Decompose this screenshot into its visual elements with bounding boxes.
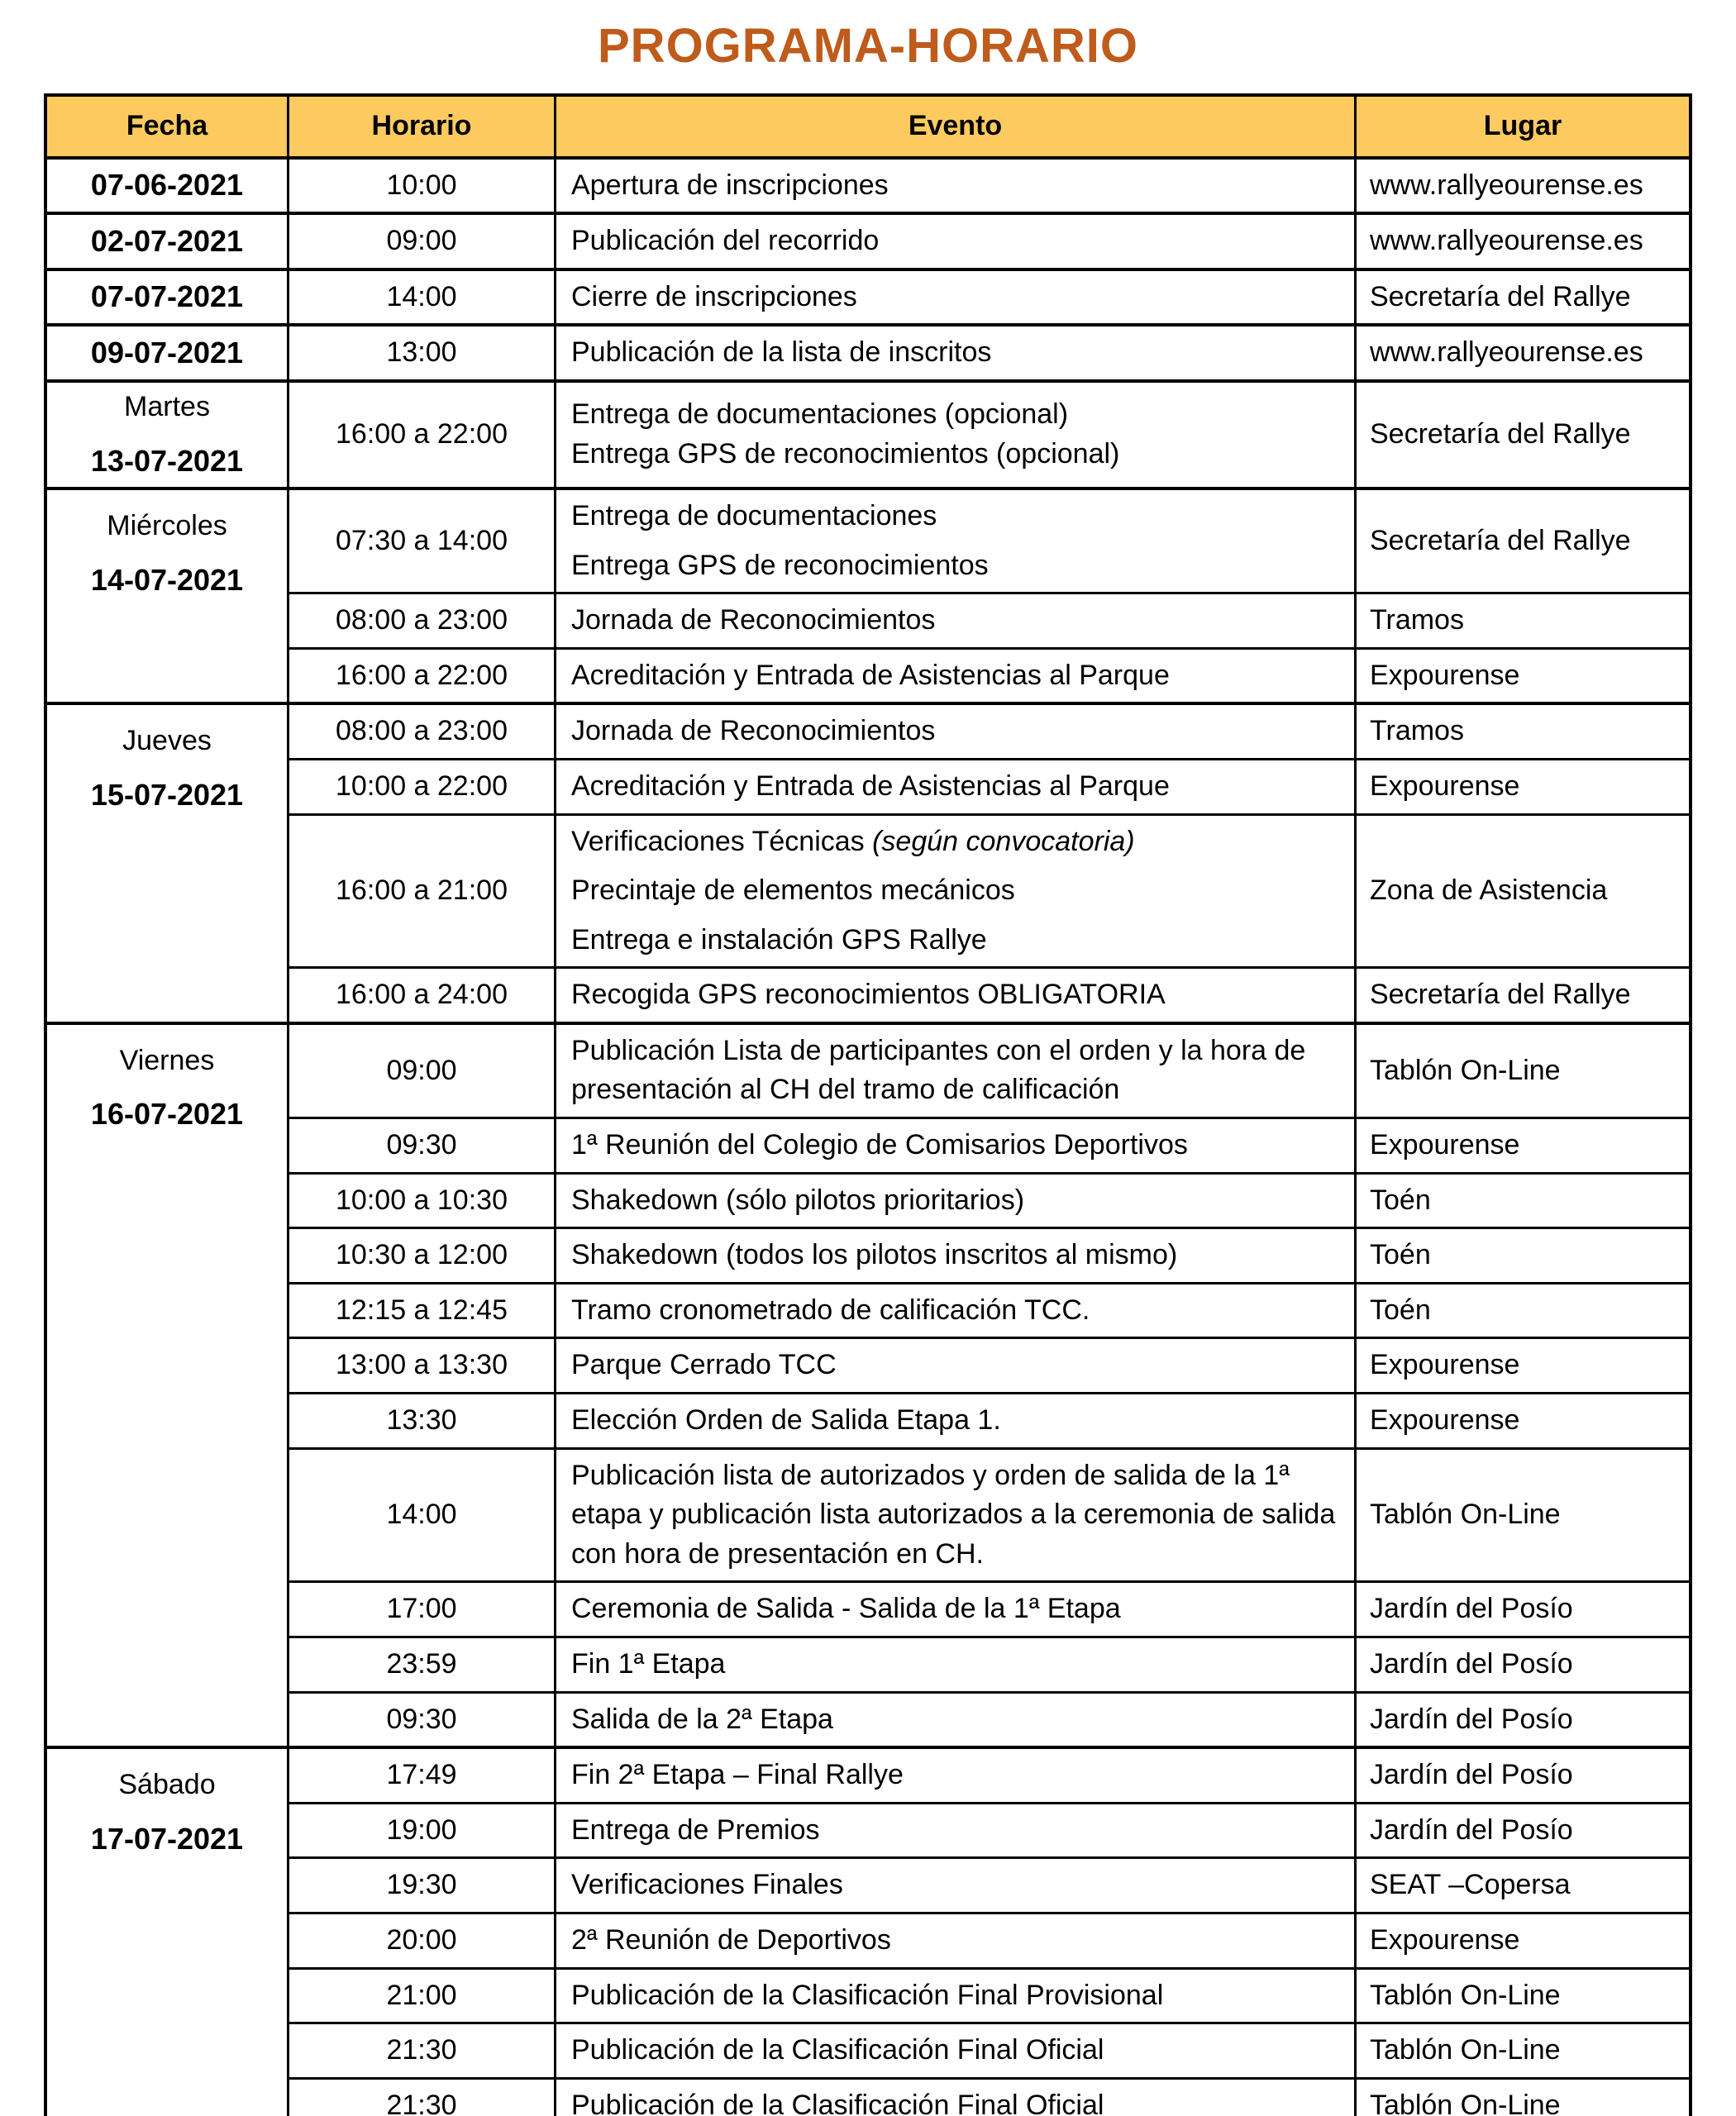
- schedule-row: [289, 647, 1689, 703]
- schedule-row: [289, 1447, 1689, 1581]
- time-cell: 20:00: [289, 1914, 556, 1967]
- event-line: Publicación de la Clasificación Final Oficial: [571, 2034, 1104, 2066]
- event-line: Ceremonia de Salida - Salida de la 1ª Etapa: [571, 1593, 1121, 1625]
- group-rows: [289, 490, 1689, 702]
- event-line: Acreditación y Entrada de Asistencias al Parque: [571, 770, 1170, 802]
- event-line: Entrega de documentaciones (opcional): [571, 398, 1069, 431]
- time-cell: 19:00: [289, 1804, 556, 1857]
- schedule-group: [47, 323, 1689, 379]
- date-label: 15-07-2021: [90, 777, 244, 812]
- event-line: Entrega de Premios: [571, 1813, 820, 1846]
- place-cell: Toén: [1370, 1184, 1431, 1216]
- event-line: Precintaje de elementos mecánicos: [571, 875, 1015, 907]
- place-cell: Toén: [1370, 1239, 1431, 1271]
- time-cell: 14:00: [289, 271, 556, 324]
- schedule-row: [289, 592, 1689, 647]
- time-cell: 10:00 a 10:30: [289, 1175, 556, 1227]
- place-cell: Zona de Asistencia: [1370, 875, 1608, 907]
- event-cell: [556, 760, 1357, 813]
- schedule-group: [47, 1022, 1689, 1746]
- event-line: Fin 2ª Etapa – Final Rallye: [571, 1759, 904, 1791]
- place-cell: SEAT –Copersa: [1370, 1869, 1571, 1901]
- event-line: Publicación Lista de participantes con el orden y la hora de presentación al CH del tramo de calificación: [571, 1034, 1306, 1106]
- schedule-group: [47, 212, 1689, 268]
- time-cell: 10:00 a 22:00: [289, 760, 556, 813]
- schedule-row: [289, 1912, 1689, 1967]
- group-rows: [289, 383, 1689, 487]
- event-text: Verificaciones Técnicas: [571, 825, 873, 857]
- time-cell: 08:00 a 23:00: [289, 705, 556, 758]
- group-rows: [289, 215, 1689, 268]
- time-cell: 21:30: [289, 2080, 556, 2116]
- header-evento: Evento: [556, 97, 1357, 156]
- time-cell: 09:30: [289, 1694, 556, 1747]
- group-rows: [289, 705, 1689, 1022]
- schedule-row: [289, 215, 1689, 268]
- time-cell: 09:00: [289, 215, 556, 268]
- date-cell: [47, 326, 289, 379]
- event-cell: [556, 816, 1357, 967]
- event-cell: [556, 2024, 1357, 2077]
- event-cell: [556, 1749, 1357, 1802]
- event-line: Entrega GPS de reconocimientos: [571, 549, 989, 581]
- place-cell: Tramos: [1370, 715, 1464, 747]
- place-cell: Toén: [1370, 1294, 1431, 1326]
- page-title: PROGRAMA-HORARIO: [598, 19, 1138, 73]
- place-cell: Jardín del Posío: [1370, 1593, 1573, 1625]
- date-label: 07-06-2021: [90, 168, 244, 203]
- date-cell: [47, 215, 289, 268]
- place-cell: Tablón On-Line: [1370, 1979, 1561, 2011]
- place-cell: www.rallyeourense.es: [1370, 169, 1643, 201]
- time-cell: 10:00: [289, 160, 556, 212]
- header-lugar: Lugar: [1483, 110, 1562, 141]
- place-cell: Jardín del Posío: [1370, 1759, 1573, 1791]
- event-line: Jornada de Reconocimientos: [571, 715, 936, 747]
- event-cell: [556, 271, 1357, 324]
- schedule-row: [289, 1802, 1689, 1857]
- schedule-row: [289, 271, 1689, 324]
- event-line: Publicación lista de autorizados y orden de salida de la 1ª etapa y publicación lista autorizados a la ceremonia de salida con hora de presentación en CH.: [571, 1459, 1336, 1570]
- place-cell: www.rallyeourense.es: [1370, 336, 1643, 369]
- schedule-row: [289, 1967, 1689, 2023]
- event-line: Tramo cronometrado de calificación TCC.: [571, 1294, 1090, 1326]
- schedule-row: [289, 1392, 1689, 1447]
- schedule-row: [289, 490, 1689, 592]
- date-cell: [47, 490, 289, 702]
- date-label: 14-07-2021: [90, 562, 244, 597]
- schedule-row: [289, 326, 1689, 379]
- place-cell: Secretaría del Rallye: [1370, 418, 1631, 450]
- time-cell: 12:15 a 12:45: [289, 1284, 556, 1337]
- place-cell: Expourense: [1370, 1349, 1520, 1381]
- day-label: Jueves: [122, 725, 212, 757]
- group-rows: [289, 1025, 1689, 1746]
- event-line: Entrega GPS de reconocimientos (opcional): [571, 437, 1120, 469]
- time-cell: 19:30: [289, 1859, 556, 1912]
- event-cell: [556, 705, 1357, 758]
- place-cell: Expourense: [1370, 770, 1520, 802]
- event-cell: [556, 2080, 1357, 2116]
- time-cell: 09:30: [289, 1119, 556, 1172]
- date-cell: [47, 271, 289, 324]
- time-cell: 17:00: [289, 1583, 556, 1636]
- place-cell: Tramos: [1370, 604, 1464, 636]
- event-text-italic: (según convocatoria): [872, 825, 1135, 857]
- time-cell: 14:00: [289, 1450, 556, 1581]
- day-label: Viernes: [119, 1044, 215, 1076]
- event-line: Publicación de la Clasificación Final Oficial: [571, 2089, 1104, 2116]
- schedule-row: [289, 160, 1689, 212]
- place-cell: Jardín del Posío: [1370, 1703, 1573, 1735]
- time-cell: 16:00 a 22:00: [289, 383, 556, 487]
- time-cell: 23:59: [289, 1638, 556, 1691]
- schedule-row: [289, 966, 1689, 1022]
- schedule-table: [44, 93, 1692, 2116]
- schedule-row: [289, 2077, 1689, 2116]
- place-cell: Jardín del Posío: [1370, 1648, 1573, 1680]
- date-label: 02-07-2021: [90, 223, 244, 258]
- event-line: Verificaciones Finales: [571, 1869, 843, 1901]
- group-rows: [289, 271, 1689, 324]
- schedule-row: [289, 1025, 1689, 1117]
- event-cell: [556, 1583, 1357, 1636]
- schedule-row: [289, 1337, 1689, 1392]
- event-cell: [556, 594, 1357, 647]
- place-cell: Tablón On-Line: [1370, 1054, 1561, 1086]
- schedule-group: [47, 487, 1689, 702]
- time-cell: 13:30: [289, 1394, 556, 1447]
- event-line: Shakedown (sólo pilotos prioritarios): [571, 1184, 1025, 1216]
- event-cell: [556, 1394, 1357, 1447]
- place-cell: Tablón On-Line: [1370, 1499, 1561, 1531]
- event-cell: [556, 1914, 1357, 1967]
- time-cell: 16:00 a 24:00: [289, 969, 556, 1022]
- event-cell: [556, 969, 1357, 1022]
- schedule-row: [289, 1282, 1689, 1337]
- schedule-group: [47, 379, 1689, 487]
- schedule-row: [289, 2022, 1689, 2077]
- schedule-row: [289, 813, 1689, 967]
- time-cell: 09:00: [289, 1025, 556, 1117]
- event-cell: [556, 1025, 1357, 1117]
- event-line: Parque Cerrado TCC: [571, 1349, 837, 1381]
- date-label: 17-07-2021: [90, 1821, 244, 1856]
- event-line: 2ª Reunión de Deportivos: [571, 1923, 891, 1956]
- event-line: Acreditación y Entrada de Asistencias al Parque: [571, 659, 1170, 691]
- event-line: Recogida GPS reconocimientos OBLIGATORIA: [571, 979, 1166, 1011]
- time-cell: 16:00 a 22:00: [289, 650, 556, 703]
- event-cell: [556, 215, 1357, 268]
- schedule-row: [289, 1172, 1689, 1227]
- date-cell: [47, 705, 289, 1022]
- event-line: 1ª Reunión del Colegio de Comisarios Deportivos: [571, 1129, 1188, 1161]
- event-line: Apertura de inscripciones: [571, 169, 889, 201]
- time-cell: 17:49: [289, 1749, 556, 1802]
- place-cell: Tablón On-Line: [1370, 2034, 1561, 2066]
- group-rows: [289, 160, 1689, 212]
- table-header-row: [47, 97, 1689, 160]
- event-line: Entrega e instalación GPS Rallye: [571, 923, 987, 956]
- place-cell: Expourense: [1370, 1129, 1520, 1161]
- event-cell: [556, 1284, 1357, 1337]
- event-line: Publicación de la Clasificación Final Provisional: [571, 1979, 1164, 2011]
- time-cell: 13:00 a 13:30: [289, 1339, 556, 1392]
- schedule-row: [289, 1117, 1689, 1172]
- time-cell: 08:00 a 23:00: [289, 594, 556, 647]
- place-cell: Jardín del Posío: [1370, 1813, 1573, 1846]
- schedule-group: [47, 1746, 1689, 2116]
- event-cell: [556, 1804, 1357, 1857]
- date-cell: [47, 1749, 289, 2116]
- place-cell: Secretaría del Rallye: [1370, 524, 1631, 556]
- schedule-row: [289, 1227, 1689, 1282]
- event-cell: [556, 1859, 1357, 1912]
- event-cell: [556, 1119, 1357, 1172]
- date-label: 16-07-2021: [90, 1097, 244, 1132]
- event-cell: [556, 160, 1357, 212]
- event-cell: [556, 1638, 1357, 1691]
- schedule-row: [289, 1856, 1689, 1912]
- place-cell: Secretaría del Rallye: [1370, 979, 1631, 1011]
- time-cell: 16:00 a 21:00: [289, 816, 556, 967]
- date-cell: [47, 160, 289, 212]
- event-line: Elección Orden de Salida Etapa 1.: [571, 1404, 1001, 1437]
- place-cell: Tablón On-Line: [1370, 2089, 1561, 2116]
- event-cell: [556, 1970, 1357, 2023]
- place-cell: Secretaría del Rallye: [1370, 280, 1631, 312]
- event-line: [571, 822, 1135, 862]
- schedule-row: [289, 1636, 1689, 1691]
- event-line: Cierre de inscripciones: [571, 280, 857, 312]
- header-horario: Horario: [289, 97, 556, 156]
- date-cell: [47, 383, 289, 487]
- time-cell: 07:30 a 14:00: [289, 490, 556, 592]
- event-line: Publicación del recorrido: [571, 225, 880, 257]
- event-cell: [556, 1339, 1357, 1392]
- time-cell: 21:00: [289, 1970, 556, 2023]
- date-label: 13-07-2021: [90, 443, 244, 478]
- event-line: Publicación de la lista de inscritos: [571, 336, 992, 369]
- time-cell: 13:00: [289, 326, 556, 379]
- schedule-row: [289, 1691, 1689, 1747]
- event-cell: [556, 1450, 1357, 1581]
- day-label: Martes: [124, 390, 210, 422]
- schedule-row: [289, 705, 1689, 758]
- event-line: Shakedown (todos los pilotos inscritos al mismo): [571, 1239, 1178, 1271]
- event-cell: [556, 326, 1357, 379]
- schedule-row: [289, 383, 1689, 487]
- schedule-row: [289, 1749, 1689, 1802]
- event-cell: [556, 1694, 1357, 1747]
- header-fecha: Fecha: [47, 97, 289, 156]
- event-line: Entrega de documentaciones: [571, 499, 937, 531]
- schedule-group: [47, 160, 1689, 212]
- day-label: Sábado: [118, 1769, 216, 1801]
- event-line: Fin 1ª Etapa: [571, 1648, 726, 1680]
- schedule-group: [47, 702, 1689, 1022]
- group-rows: [289, 326, 1689, 379]
- place-cell: Expourense: [1370, 659, 1520, 691]
- table-body: [47, 160, 1689, 2116]
- time-cell: 10:30 a 12:00: [289, 1229, 556, 1282]
- place-cell: Expourense: [1370, 1404, 1520, 1437]
- date-label: 07-07-2021: [90, 279, 244, 314]
- place-cell: www.rallyeourense.es: [1370, 225, 1643, 257]
- day-label: Miércoles: [107, 509, 227, 541]
- group-rows: [289, 1749, 1689, 2116]
- event-line: Jornada de Reconocimientos: [571, 604, 936, 636]
- event-cell: [556, 490, 1357, 592]
- place-cell: Expourense: [1370, 1923, 1520, 1956]
- schedule-group: [47, 268, 1689, 324]
- event-cell: [556, 650, 1357, 703]
- schedule-row: [289, 758, 1689, 813]
- event-line: Salida de la 2ª Etapa: [571, 1703, 833, 1735]
- schedule-row: [289, 1580, 1689, 1636]
- event-cell: [556, 1175, 1357, 1227]
- event-cell: [556, 1229, 1357, 1282]
- date-label: 09-07-2021: [90, 335, 244, 369]
- date-cell: [47, 1025, 289, 1746]
- time-cell: 21:30: [289, 2024, 556, 2077]
- event-cell: [556, 383, 1357, 487]
